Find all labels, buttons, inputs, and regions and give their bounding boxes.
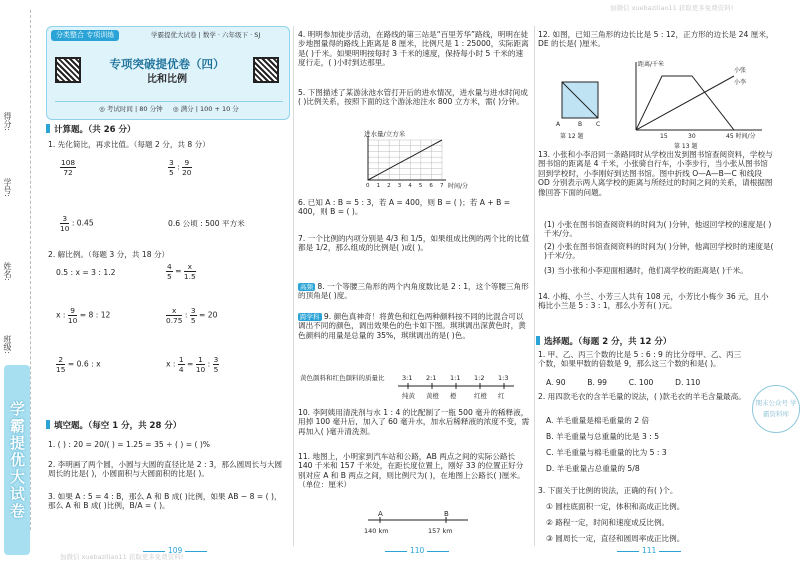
page-number-109: 109 xyxy=(140,546,210,555)
scale-point-b: B xyxy=(444,510,449,518)
score-label: 得分: xyxy=(3,112,12,131)
question-1a: $\frac{108}{72}$ xyxy=(61,158,76,177)
chart-title: 进水量/立方米 xyxy=(364,130,406,138)
binding-line xyxy=(30,10,31,530)
option-b[interactable]: B. 99 xyxy=(587,378,607,387)
choice-question-1: 1. 甲、乙、丙三个数的比是 5 : 6 : 9 的比分母甲、乙、丙三个数，如果甲数的倍数是 9，那么这三个数的和是( )。 xyxy=(538,350,742,369)
ratio-value: 1:2 xyxy=(474,374,485,382)
fill-question-3: 3. 如果 A : 5 = 4 : B，那么 A 和 B 成( )比例，如果 AB − 8 = ( )，那么 A 和 B 成( )比例，B/A = ( )。 xyxy=(48,492,282,511)
question-5: 5. 下图描述了某游泳池水管打开后的进水情况，进水量与进水时间成( )比例关系，按照下面的这个游泳池注水 800 立方米，需( )分钟。 xyxy=(298,88,528,107)
exam-meta xyxy=(55,101,283,113)
category-tag: 分类整合 专项训练 xyxy=(51,30,119,41)
svg-text:小张: 小张 xyxy=(734,67,747,74)
chart-xlabel: 时间/分 xyxy=(448,183,469,190)
option-d[interactable]: D. 110 xyxy=(675,378,701,387)
scale-point-a: A xyxy=(378,510,383,518)
scale-bar-figure xyxy=(358,508,478,536)
keyword-badge: 跨学科 xyxy=(300,313,320,321)
svg-text:C: C xyxy=(596,121,601,128)
chart-series-line xyxy=(368,140,442,180)
name-label: 姓名: xyxy=(3,262,12,281)
column-divider xyxy=(534,26,535,546)
question-4: 4. 明明参加徒步活动，在路线的第三站是“百里芳华”路线，明明在徒步地图量得的路线上距离是 8 厘米，比例尺是 1 : 25000，实际距离是( )千米。如果明明按每时 3 千米的速度，保持每小时 5 千米的速度行走，( )小时到达那里。 xyxy=(298,30,529,68)
color-name: 红橙 xyxy=(474,392,487,400)
color-ratio-strip xyxy=(300,370,530,400)
question-6: 6. 已知 A : B = 5 : 3，若 A = 400，则 B = ( )；若 A + B = 400，则 B = ( )。 xyxy=(298,198,511,217)
question-7: 7. 一个比例的内项分别是 4/3 和 1/5，如果组成比例的两个比的比值都是 1/2，那么组成的比例是( )或( )。 xyxy=(298,234,530,253)
choice-3-statement-3: ③ 圆周长一定，直径和圆周率成正比例。 xyxy=(546,534,685,543)
color-name: 纯黄 xyxy=(402,392,415,400)
page-title: 专项突破提优卷（四） xyxy=(109,57,225,71)
ratio-value: 2:1 xyxy=(426,374,437,382)
fill-question-2: 2. 李明画了两个圆，小圆与大圆的直径比是 2 : 3，那么圆周长与大圆周长的比是( )，小圆面积与大圆面积的比是( )。 xyxy=(48,460,283,479)
choice-1-options xyxy=(546,378,700,387)
question-2f: x : $\frac{1}{4}$ = $\frac{1}{10}$ : $\frac{3}{5}$ xyxy=(166,355,219,374)
color-name: 橙 xyxy=(450,392,457,400)
qr-code-icon xyxy=(253,57,279,83)
choice-2-option-b[interactable]: B. 羊毛重量与总重量的比是 3 : 5 xyxy=(546,432,660,441)
question-1-heading: 1. 先化简比，再求比值。（每题 2 分，共 8 分） xyxy=(48,140,210,149)
chart-x-tick: 2 xyxy=(387,183,391,189)
figure-13-caption: 第 13 题 xyxy=(674,143,698,150)
series-label: 学霸提优大试卷 | 数学 · 六年级下 · SJ xyxy=(151,31,261,39)
chart-x-tick: 4 xyxy=(408,183,412,189)
option-a[interactable]: A. 90 xyxy=(546,378,566,387)
choice-3-statement-1: ① 圆柱底面积一定，体积和高成正比例。 xyxy=(546,502,685,511)
question-9: 跨学科 9. 颜色真神奇！将黄色和红色两种颜料按不同的比混合可以调出不同的颜色，调出效果色的色卡如下图。琪琪调出深黄色时，黄色颜料的用量是总量的 35%，琪琪调出的是( )色。 xyxy=(298,312,526,340)
choice-2-option-d[interactable]: D. 羊毛重量占总重量的 5/8 xyxy=(546,464,640,473)
scale-right-label: 157 km xyxy=(428,527,453,535)
question-1c: $\frac{3}{10}$ : 0.45 xyxy=(60,214,94,233)
section-fill-in: 填空题。（每空 1 分，共 28 分） xyxy=(46,420,181,432)
question-1d: 0.6 公顷 : 500 平方米 xyxy=(168,219,245,228)
question-2c: x : $\frac{9}{10}$ = 8 : 12 xyxy=(56,306,111,325)
svg-text:小李: 小李 xyxy=(734,79,747,86)
question-10: 10. 李阿姨用清洗剂与水 1 : 4 的比配制了一瓶 500 毫升的稀释液，用掉 100 毫升后，加入了 60 毫升水，加水后稀释液的浓度不变，需再加入( )毫升清洗剂。 xyxy=(298,408,530,436)
option-c[interactable]: C. 100 xyxy=(628,378,654,387)
qr-code-icon xyxy=(55,57,81,83)
ratio-value: 3:1 xyxy=(402,374,413,382)
binding-strip xyxy=(0,0,44,566)
question-14: 14. 小梅、小兰、小芳三人共有 108 元，小芳比小梅少 36 元，且小梅比小兰是 5 : 3 : 1，那么小芳有( )元。 xyxy=(538,292,769,311)
water-flow-chart xyxy=(346,128,496,192)
svg-text:30: 30 xyxy=(688,133,696,140)
question-2-heading: 2. 解比例。（每题 3 分，共 18 分） xyxy=(48,250,170,259)
student-id-label: 学号: xyxy=(3,178,12,197)
question-8: 高频 8. 一个等腰三角形的两个内角度数比是 2 : 1，这个等腰三角形的顶角是( )度。 xyxy=(298,282,529,301)
choice-question-3: 3. 下面关于比例的说法，正确的有( )个。 xyxy=(538,486,678,495)
title-block xyxy=(87,57,247,87)
question-2a: 0.5 : x = 3 : 1.2 xyxy=(56,268,116,277)
watermark-top: 加微信 xuebaziliao11 获取更多免费资料! xyxy=(610,4,734,12)
chart-x-tick: 1 xyxy=(376,183,381,189)
chart-x-tick: 0 xyxy=(366,183,370,189)
choice-3-statement-2: ② 路程一定，时间和速度成反比例。 xyxy=(546,518,670,527)
question-13-part-2: (2) 小张在图书馆查阅资料的时间为( )分钟，他离回学校时的速度是( )千米/分。 xyxy=(544,242,774,261)
question-1b: $\frac{3}{5}$ : $\frac{9}{20}$ xyxy=(169,158,192,177)
chart-x-tick: 3 xyxy=(397,183,402,189)
section-calculation: 计算题。（共 26 分） xyxy=(46,124,136,136)
figure-12-square xyxy=(556,62,606,142)
question-13: 13. 小张和小李沿同一条路同时从学校出发到图书馆查阅资料，学校与图书馆的距离是 4 千米，小张骑自行车，小李步行，当小张从图书馆回到学校时，小李刚好到达图书馆。图中折线 O—A—B—C 和线段 OD 分别表示两人离学校的距离与所经过的时间之间的关系，请根据图像回答下面的问题。 xyxy=(538,150,773,197)
exam-time: ◎ 考试时间 | 80 分钟 xyxy=(99,104,163,113)
question-2d: $\frac{x}{0.75}$ : $\frac{3}{5}$ = 20 xyxy=(166,306,218,325)
section-choice: 选择题。（每题 2 分，共 12 分） xyxy=(536,336,671,348)
page-number-111: 111 xyxy=(614,546,684,555)
svg-text:15: 15 xyxy=(660,133,668,140)
choice-2-option-a[interactable]: A. 羊毛重量是棉毛重量的 2 倍 xyxy=(546,416,650,425)
brand-logo: 学霸提优大试卷 xyxy=(4,365,30,555)
column-divider xyxy=(293,26,294,546)
question-2b: $\frac{4}{5}$ = $\frac{x}{1.5}$ xyxy=(167,262,196,281)
page-subtitle: 比和比例 xyxy=(147,74,187,86)
ratio-label: 黄色颜料和红色颜料的质量比 xyxy=(300,374,385,382)
question-13-part-3: (3) 当小张和小李迎面相遇时，他们离学校的距离是( )千米。 xyxy=(544,266,748,275)
scale-left-label: 140 km xyxy=(364,527,389,535)
chart-x-tick: 7 xyxy=(440,183,444,189)
question-11: 11. 地图上，小明家到汽车站和公路，AB 两点之间的实际公路长 140 千米和 157 千米处，在距长度位置上，刚好 33 的位置正好分别对应 A 和 B 两点之间，则比例尺为( )，在地图上公路长( )厘米。（单位：厘米） xyxy=(298,452,525,490)
ratio-value: 1:1 xyxy=(450,374,461,382)
choice-2-option-c[interactable]: C. 羊毛重量与棉毛重量的比为 5 : 3 xyxy=(546,448,667,457)
page-number-110: 110 xyxy=(382,546,452,555)
ratio-value: 1:3 xyxy=(498,374,509,382)
exam-header xyxy=(46,26,290,120)
fill-question-1: 1. ( ) : 20 = 20/( ) = 1.25 = 35 ÷ ( ) = ( )% xyxy=(48,440,211,449)
color-name: 红 xyxy=(498,392,505,400)
question-2e: $\frac{2}{15}$ = 0.6 : x xyxy=(56,355,101,374)
keyword-badge: 高频 xyxy=(300,283,313,291)
publisher-stamp: 期末公众号 学霸资料库 xyxy=(752,385,800,433)
svg-text:B: B xyxy=(578,121,583,128)
watermark-bottom: 加微信 xuebaziliao11 获取更多免费资料! xyxy=(60,553,184,561)
class-label: 班级: xyxy=(3,335,12,354)
exam-score: ◎ 满分 | 100 + 10 分 xyxy=(172,104,239,113)
chart-x-tick: 6 xyxy=(429,183,433,189)
svg-text:45 时间/分: 45 时间/分 xyxy=(726,133,756,140)
svg-text:距离/千米: 距离/千米 xyxy=(638,61,665,68)
choice-question-2: 2. 用四款毛衣的含羊毛量的说法，( )款毛衣的羊毛含量最高。 xyxy=(538,392,746,401)
question-12: 12. 如图，已知三角形的边长比是 5 : 12，正方形的边长是 24 厘米，DE 的长是( )厘米。 xyxy=(538,30,774,49)
figure-13-chart xyxy=(622,58,772,150)
color-name: 黄橙 xyxy=(426,392,439,400)
question-13-part-1: (1) 小张在图书馆查阅资料的时间为( )分钟，他返回学校的速度是( )千米/分。 xyxy=(544,220,772,239)
figure-12-caption: 第 12 题 xyxy=(560,133,584,140)
chart-x-tick: 5 xyxy=(418,183,423,189)
svg-text:A: A xyxy=(556,121,561,128)
